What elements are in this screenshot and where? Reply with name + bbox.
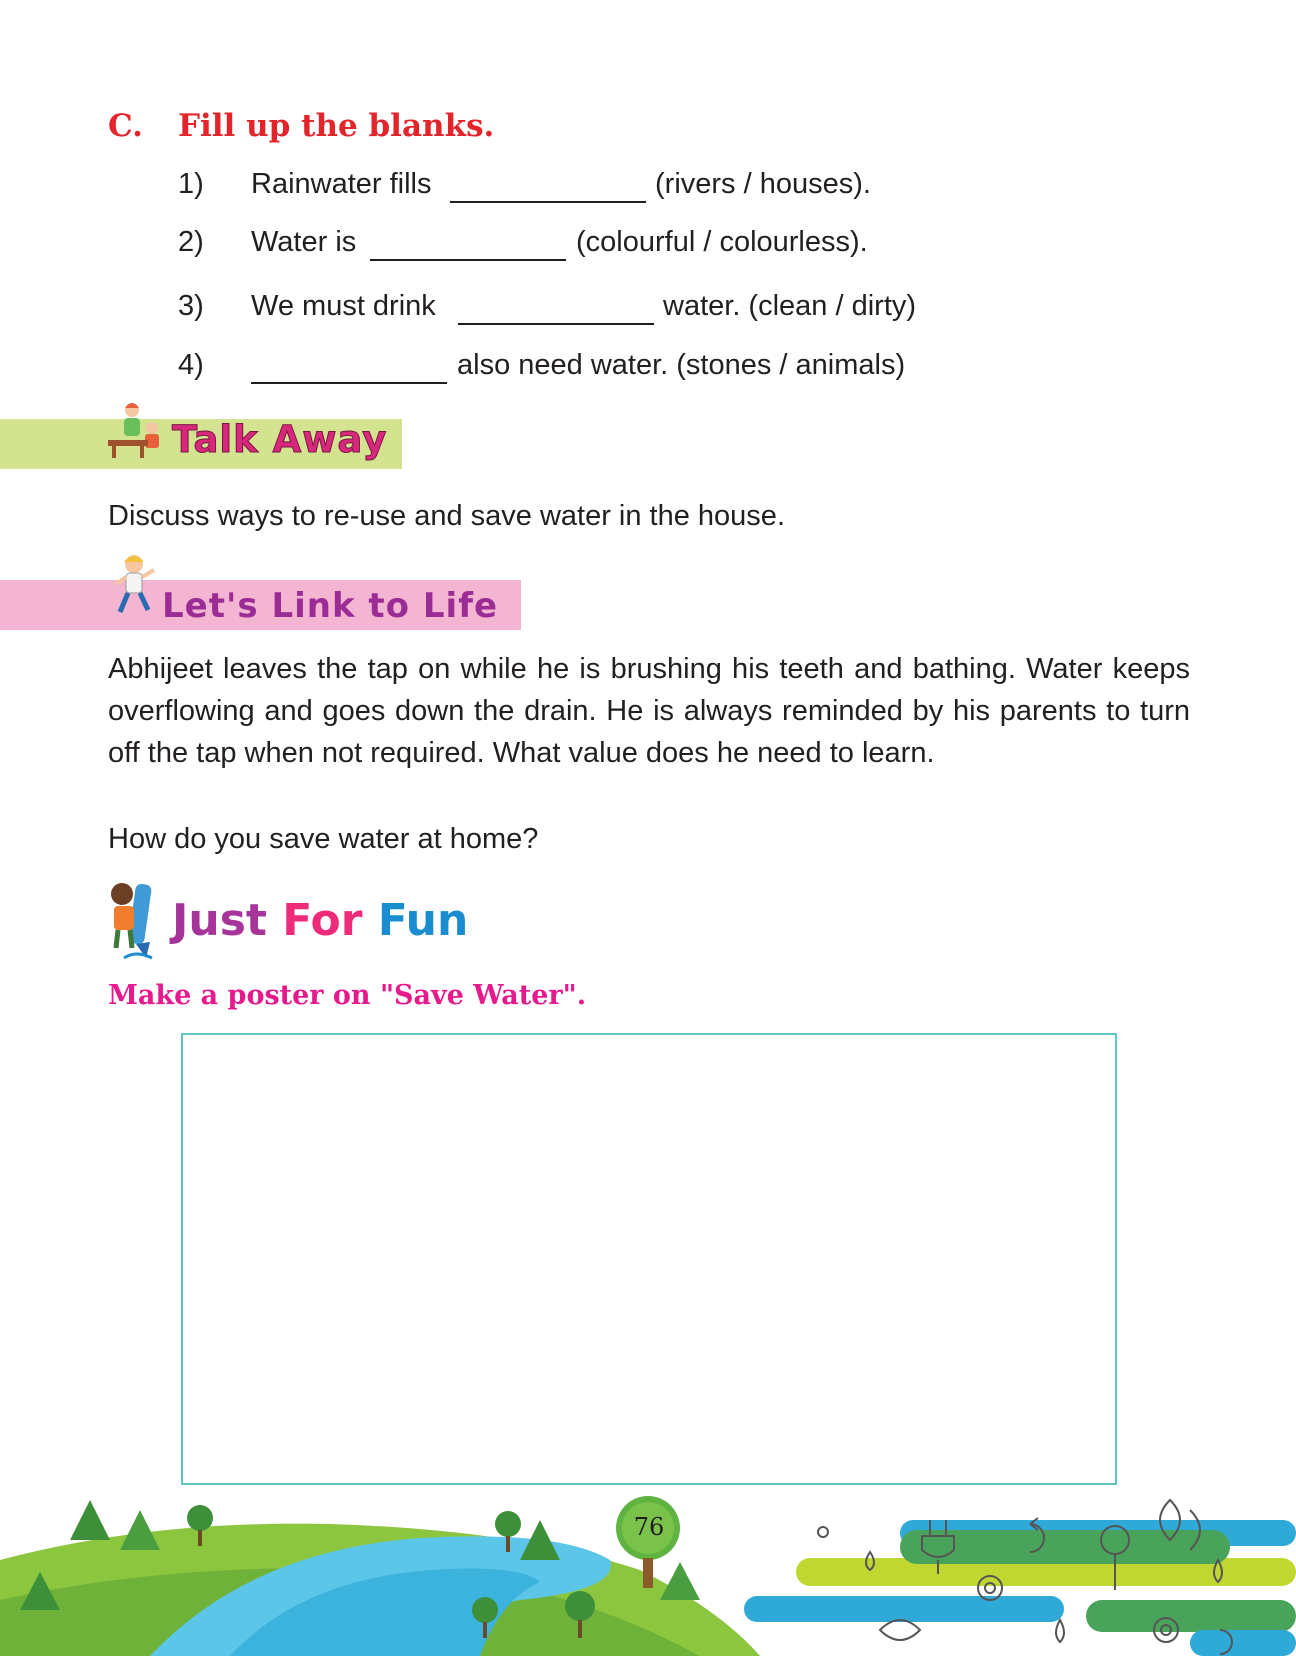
title-fun: Fun — [377, 895, 469, 946]
item-text-before: Rainwater fills — [251, 168, 432, 200]
link-to-life-question: How do you save water at home? — [108, 823, 539, 855]
item-text-after: also need water. (stones / animals) — [457, 349, 906, 381]
section-title: Fill up the blanks. — [178, 108, 495, 144]
link-to-life-paragraph: Abhijeet leaves the tap on while he is brushing his teeth and bathing. Water keeps overflowing and goes down the drain. He is always reminded by his parents to turn off the tap when not required. What value does he need to learn. — [108, 653, 1190, 769]
blank-line[interactable] — [370, 259, 566, 261]
item-number: 3) — [178, 290, 204, 322]
poster-instruction: Make a poster on "Save Water". — [108, 980, 587, 1011]
blank-line[interactable] — [450, 201, 646, 203]
item-text-before: Water is — [251, 226, 357, 258]
blank-line[interactable] — [251, 382, 447, 384]
item-text-after: water. (clean / dirty) — [663, 290, 917, 322]
poster-drawing-area[interactable] — [181, 1033, 1117, 1485]
blank-line[interactable] — [458, 323, 654, 325]
talk-away-text: Discuss ways to re-use and save water in the house. — [108, 500, 785, 532]
item-text-after: (rivers / houses). — [655, 168, 871, 200]
just-for-fun-title — [172, 895, 468, 946]
item-number: 2) — [178, 226, 204, 258]
title-just: Just — [172, 895, 283, 946]
item-text-after: (colourful / colourless). — [576, 226, 868, 258]
talk-away-title: Talk Away — [172, 418, 388, 461]
item-number: 4) — [178, 349, 204, 381]
item-text-before: We must drink — [251, 290, 436, 322]
section-letter: C. — [108, 108, 143, 144]
page-number: 76 — [633, 1513, 665, 1541]
children-talking-icon — [106, 400, 170, 462]
boy-with-crayon-icon — [106, 876, 166, 962]
title-for: For — [282, 895, 378, 946]
link-to-life-title: Let's Link to Life — [162, 586, 499, 626]
item-number: 1) — [178, 168, 204, 200]
running-boy-icon — [112, 552, 162, 622]
